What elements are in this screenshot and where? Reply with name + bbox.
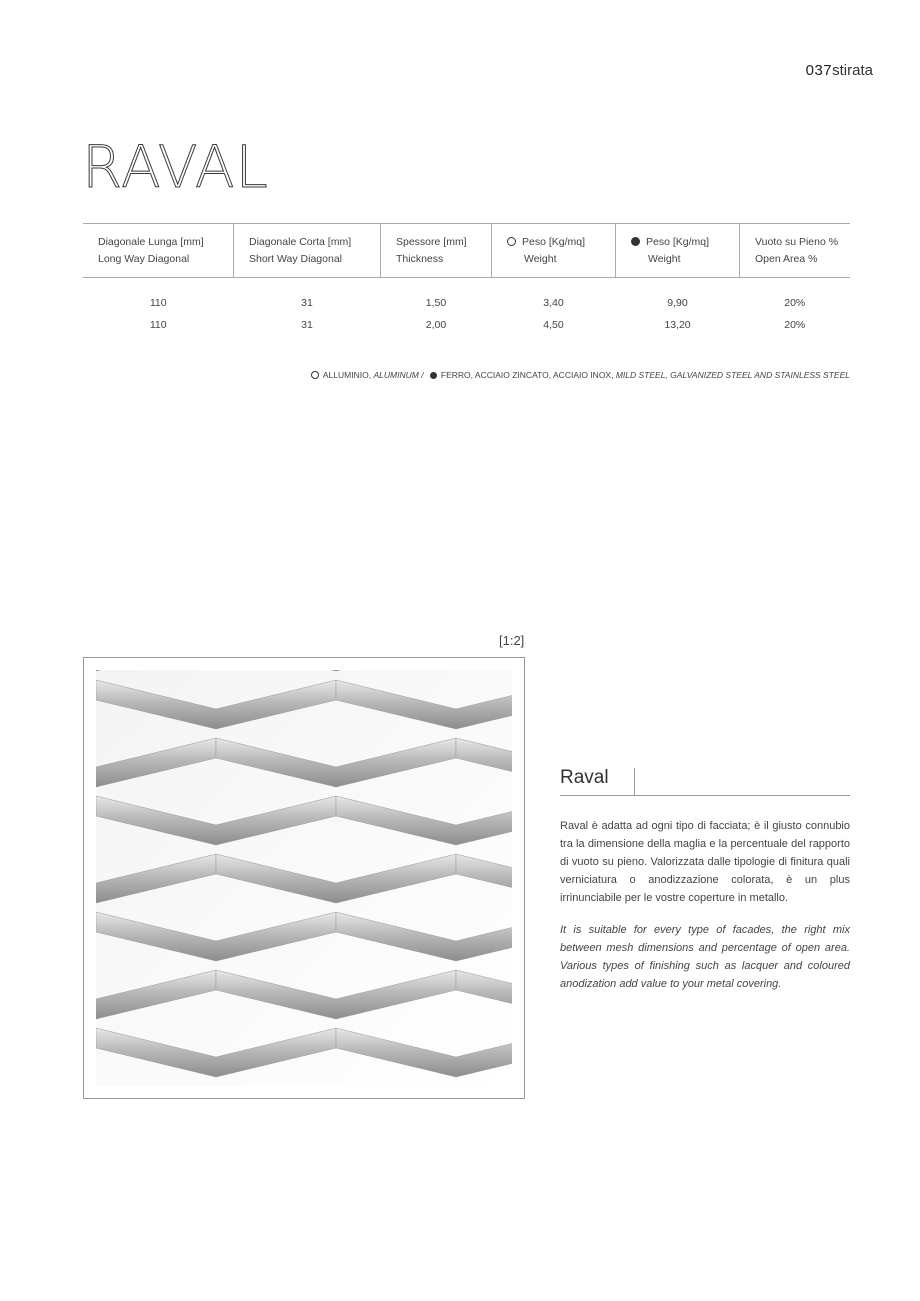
mesh-image [83, 657, 525, 1099]
page-section: stirata [832, 62, 873, 79]
material-legend: ALLUMINIO, ALUMINUM / FERRO, ACCIAIO ZINCATO, ACCIAIO INOX, MILD STEEL, GALVANIZED STEEL AND STAINLESS STEEL [311, 370, 850, 380]
table-row: 110 31 2,00 4,50 13,20 20% [149, 319, 806, 331]
col-weight-aluminium: Peso [Kg/mq] Weight [492, 224, 616, 278]
col-open-area: Vuoto su Pieno % Open Area % [740, 224, 851, 278]
page-number-digits: 037 [805, 62, 833, 79]
page-title: RAVAL [82, 133, 269, 201]
expanded-metal-mesh-illustration [96, 670, 512, 1086]
section-divider [634, 768, 635, 795]
section-header [560, 768, 850, 796]
filled-circle-icon [430, 372, 437, 379]
description-italian: Raval è adatta ad ogni tipo di facciata; è il giusto connubio tra la dimensione della maglia e la percentuale del rapporto di vuoto su pieno. Valorizzata dalle tipologie di finitura quali verniciatura o anodizzazione colorata, è un plus irrinunciabile per le vostre coperture in metallo. [560, 820, 850, 904]
description-english: It is suitable for every type of facades, the right mix between mesh dimensions and percentage of open area. Various types of finishing such as lacquer and coloured anodization add value to your metal covering. [560, 924, 850, 990]
scale-label: [1:2] [499, 633, 525, 648]
section-title: Raval [560, 767, 609, 788]
spec-table-header [83, 224, 850, 278]
open-circle-icon [311, 371, 319, 379]
filled-circle-icon [631, 237, 640, 246]
col-weight-steel: Peso [Kg/mq] Weight [616, 224, 740, 278]
col-long-diagonal: Diagonale Lunga [mm] Long Way Diagonal [83, 224, 234, 278]
page-number [806, 62, 873, 79]
col-thickness: Spessore [mm] Thickness [381, 224, 492, 278]
open-circle-icon [507, 237, 516, 246]
col-short-diagonal: Diagonale Corta [mm] Short Way Diagonal [234, 224, 381, 278]
table-row: 110 31 1,50 3,40 9,90 20% [149, 297, 806, 309]
spec-table [83, 223, 850, 336]
